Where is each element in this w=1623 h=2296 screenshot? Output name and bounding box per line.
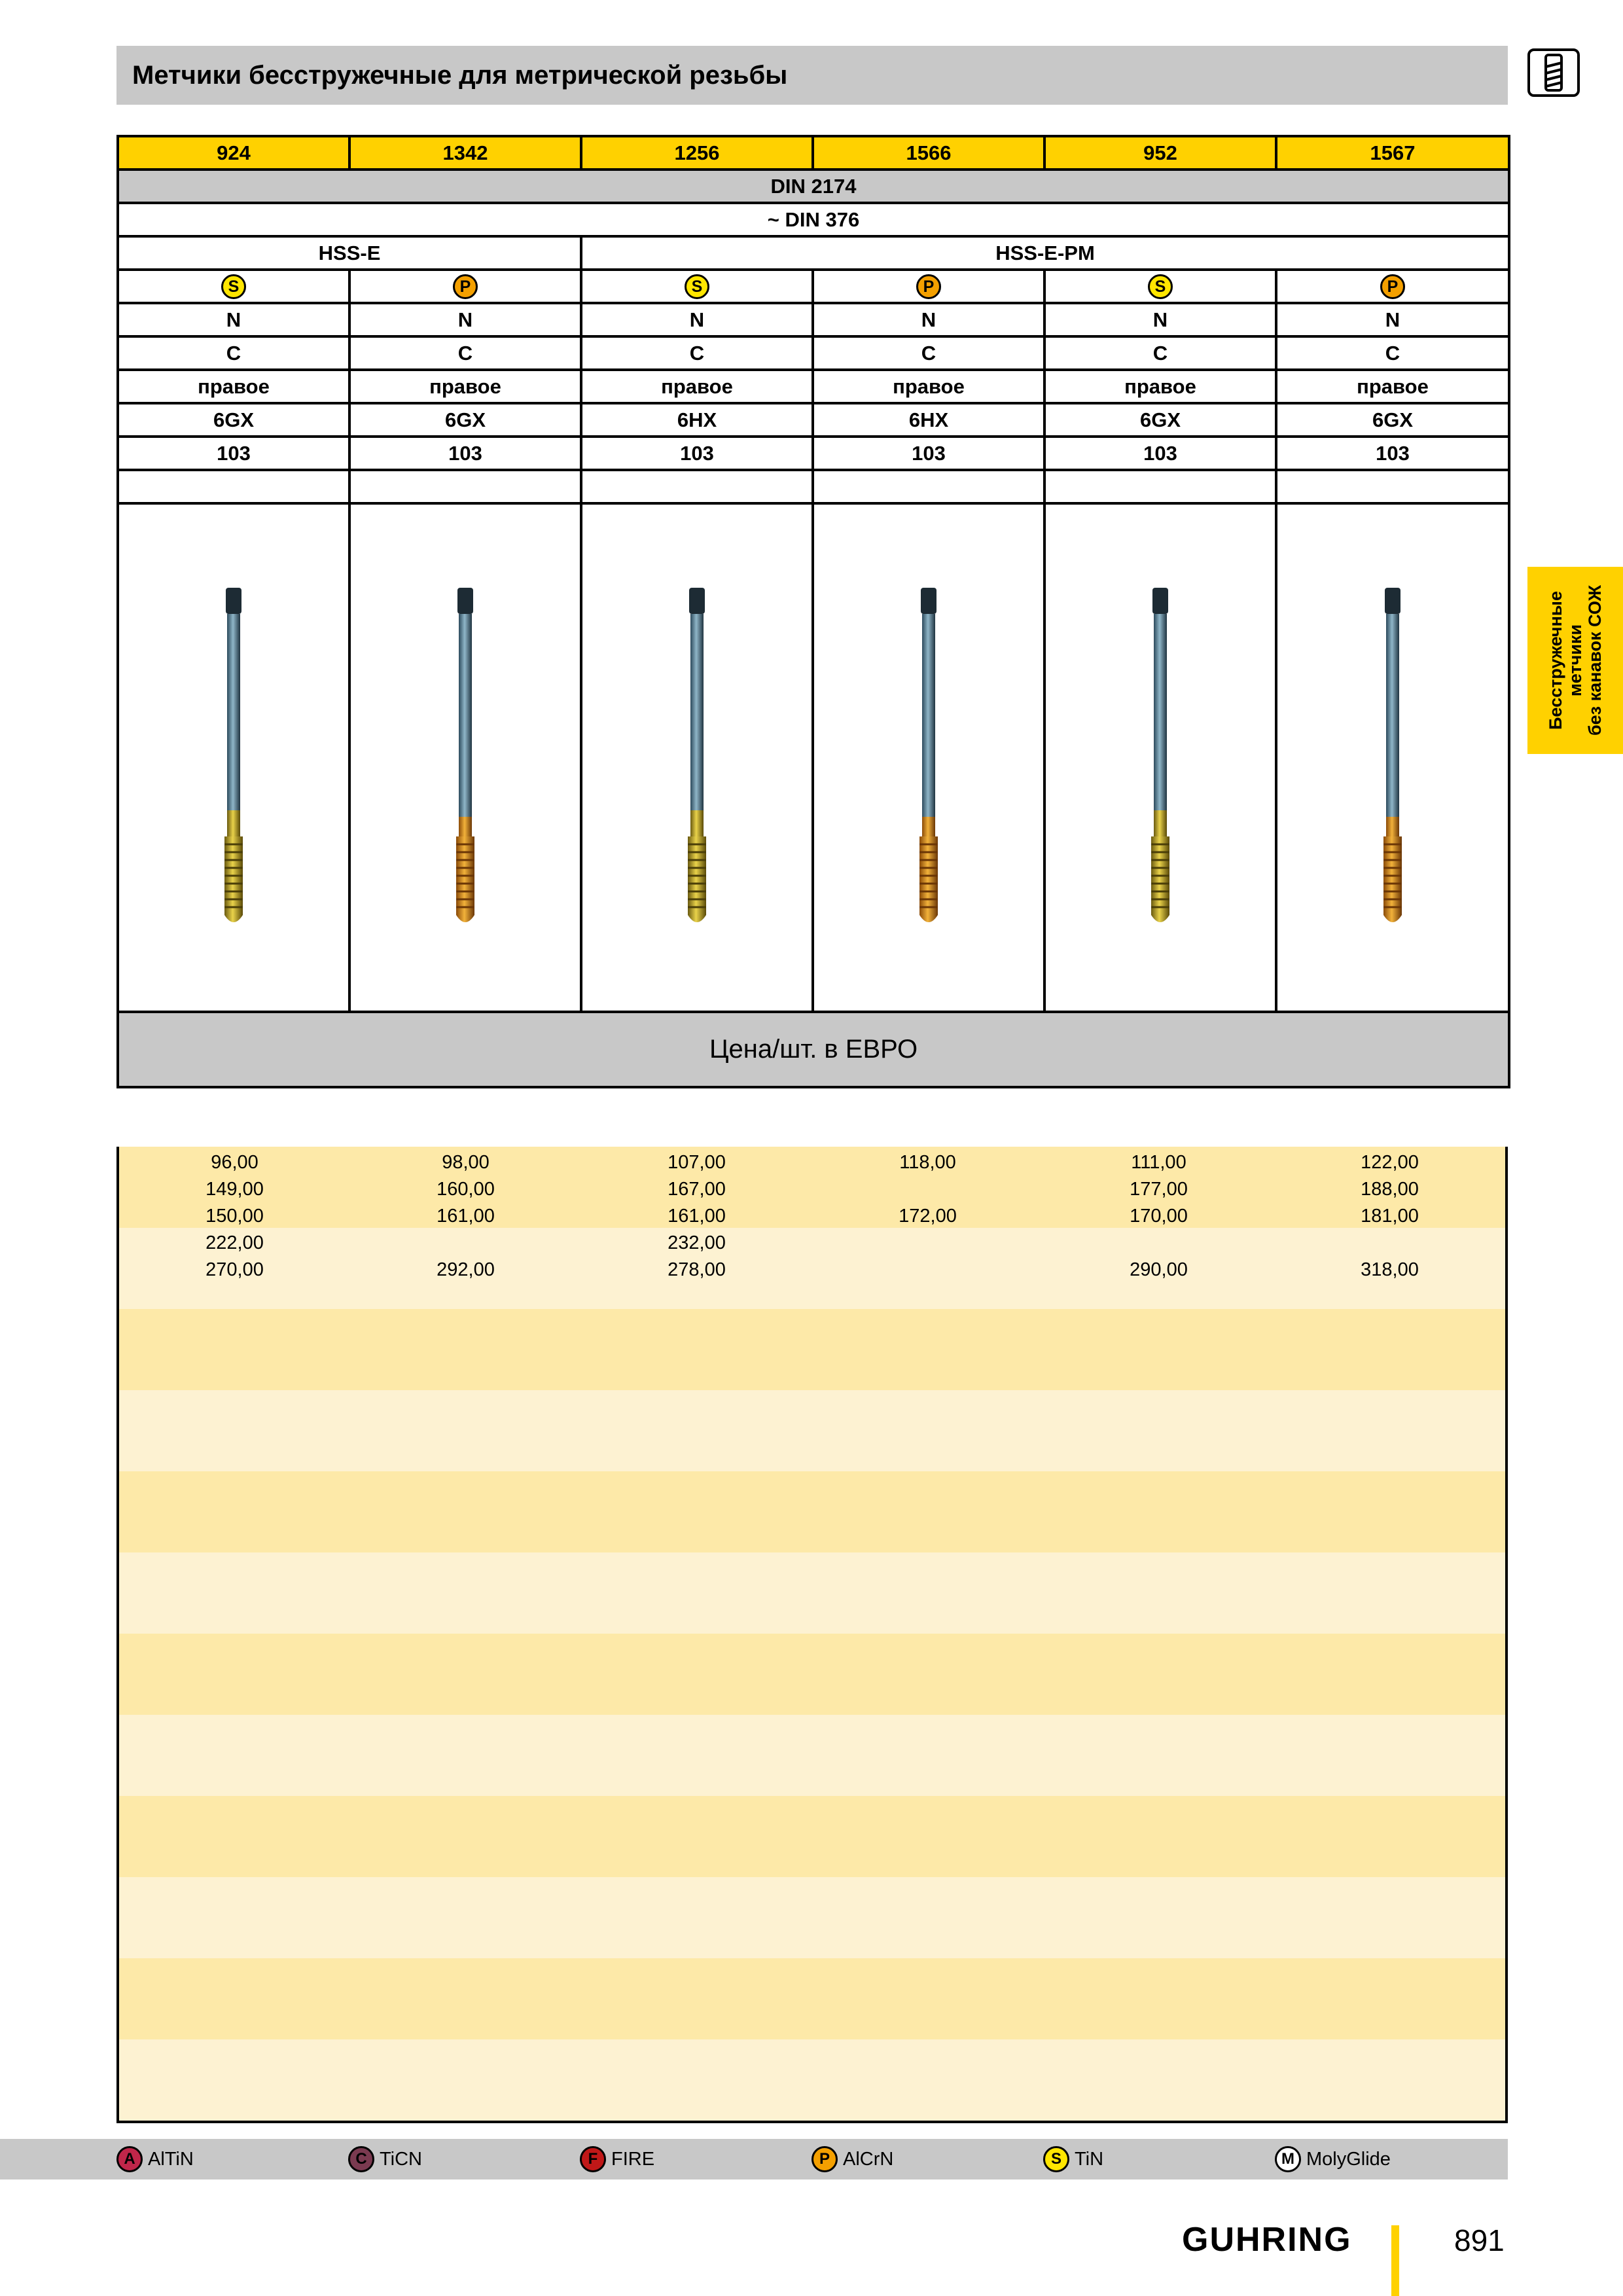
number-row <box>118 437 1509 470</box>
cell: N <box>581 303 813 336</box>
coating-alcrn-icon: P <box>1380 274 1405 299</box>
standard-row <box>118 170 1509 203</box>
price-cell: 232,00 <box>668 1232 726 1253</box>
price-header-row <box>118 1012 1509 1087</box>
cell <box>813 470 1044 503</box>
price-cell: 160,00 <box>437 1179 495 1200</box>
page-number: 891 <box>1454 2223 1505 2257</box>
cell <box>1044 470 1276 503</box>
price-row <box>119 1203 1505 1230</box>
section-side-tab <box>1527 567 1623 754</box>
legend-label: FIRE <box>611 2148 655 2170</box>
product-table <box>116 135 1510 1088</box>
price-row <box>119 1149 1505 1176</box>
tap-tool-image <box>214 588 253 928</box>
side-tab-line: Бесстружечные <box>1546 591 1565 730</box>
cell: N <box>1044 303 1276 336</box>
product-code: 924 <box>118 136 349 170</box>
tap-tool-image <box>1373 588 1412 928</box>
price-cell: 181,00 <box>1361 1206 1419 1227</box>
price-cell: 292,00 <box>437 1259 495 1280</box>
coating-row <box>118 270 1509 303</box>
price-cell: 188,00 <box>1361 1179 1419 1200</box>
standard-approx: ~ DIN 376 <box>118 203 1509 236</box>
cell: N <box>349 303 581 336</box>
empty-row <box>118 470 1509 503</box>
c-row <box>118 336 1509 370</box>
standard-approx-row <box>118 203 1509 236</box>
row-band <box>119 2039 1505 2121</box>
product-code: 1566 <box>813 136 1044 170</box>
brand-logo: GUHRING <box>1182 2221 1352 2259</box>
tap-tool-image <box>677 588 717 928</box>
cell: 6GX <box>1276 403 1509 437</box>
price-cell <box>350 1230 581 1257</box>
price-cell: 122,00 <box>1361 1152 1419 1173</box>
molyglide-icon: M <box>1275 2146 1301 2172</box>
price-cell: 107,00 <box>668 1152 726 1173</box>
product-code: 952 <box>1044 136 1276 170</box>
product-code: 1256 <box>581 136 813 170</box>
cell: 6GX <box>1044 403 1276 437</box>
product-code: 1567 <box>1276 136 1509 170</box>
standard: DIN 2174 <box>118 170 1509 203</box>
cell: 6GX <box>118 403 349 437</box>
price-cell: 170,00 <box>1130 1206 1188 1227</box>
price-cell: 111,00 <box>1131 1152 1186 1173</box>
coating-alcrn-icon: P <box>453 274 478 299</box>
tap-tool-image <box>1141 588 1180 928</box>
row-band <box>119 1715 1505 1796</box>
legend-label: AlCrN <box>843 2148 894 2170</box>
cell: N <box>813 303 1044 336</box>
material-row <box>118 236 1509 270</box>
legend-item <box>580 2139 654 2179</box>
price-cell: 177,00 <box>1130 1179 1188 1200</box>
cell: правое <box>581 370 813 403</box>
price-cell: 161,00 <box>437 1206 495 1227</box>
price-cell: 278,00 <box>668 1259 726 1280</box>
price-row <box>119 1176 1505 1203</box>
price-cell <box>1043 1230 1274 1257</box>
product-code: 1342 <box>349 136 581 170</box>
tap-tool-image <box>909 588 948 928</box>
coating-tin-icon: S <box>1148 274 1173 299</box>
legend-item <box>348 2139 422 2179</box>
price-cell: 150,00 <box>205 1206 264 1227</box>
cell: правое <box>118 370 349 403</box>
price-cell: 172,00 <box>899 1206 957 1227</box>
tap-image-cell <box>1276 503 1509 1012</box>
n-row <box>118 303 1509 336</box>
price-cell: 149,00 <box>205 1179 264 1200</box>
price-cell: 270,00 <box>205 1259 264 1280</box>
cell: 103 <box>1276 437 1509 470</box>
tap-tool-image <box>446 588 485 928</box>
tolerance-row <box>118 403 1509 437</box>
legend-label: AlTiN <box>148 2148 194 2170</box>
price-cell: 96,00 <box>211 1152 259 1173</box>
row-band <box>119 1634 1505 1715</box>
cell: 6HX <box>813 403 1044 437</box>
cell: C <box>118 336 349 370</box>
page-title-bar <box>116 46 1508 105</box>
cell <box>1276 470 1509 503</box>
price-area <box>116 1147 1508 2123</box>
row-band <box>119 1877 1505 1958</box>
legend-label: MolyGlide <box>1306 2148 1391 2170</box>
row-band <box>119 1552 1505 1634</box>
legend-item <box>1043 2139 1103 2179</box>
price-cell <box>812 1257 1043 1283</box>
legend-item <box>812 2139 893 2179</box>
image-row <box>118 503 1509 1012</box>
price-cell: 318,00 <box>1361 1259 1419 1280</box>
cell: 103 <box>1044 437 1276 470</box>
tap-image-cell <box>813 503 1044 1012</box>
cell: C <box>1044 336 1276 370</box>
row-band <box>119 1309 1505 1390</box>
cell: правое <box>813 370 1044 403</box>
side-tab-line: метчики <box>1565 624 1585 697</box>
tap-image-cell <box>118 503 349 1012</box>
price-cell <box>812 1230 1043 1257</box>
row-band <box>119 1796 1505 1877</box>
tap-image-cell <box>1044 503 1276 1012</box>
cell <box>349 470 581 503</box>
cell: C <box>581 336 813 370</box>
cell: правое <box>349 370 581 403</box>
cell: правое <box>1044 370 1276 403</box>
tap-image-cell <box>581 503 813 1012</box>
fire-icon: F <box>580 2146 606 2172</box>
cell: C <box>349 336 581 370</box>
cell: C <box>813 336 1044 370</box>
cell: N <box>118 303 349 336</box>
price-cell: 98,00 <box>442 1152 490 1173</box>
row-band <box>119 1390 1505 1471</box>
legend-label: TiCN <box>380 2148 422 2170</box>
cell: 103 <box>581 437 813 470</box>
legend-item <box>116 2139 194 2179</box>
side-tab-line: без канавок СОЖ <box>1585 584 1605 736</box>
cell <box>581 470 813 503</box>
cell: C <box>1276 336 1509 370</box>
price-cell: 167,00 <box>668 1179 726 1200</box>
cell: 103 <box>118 437 349 470</box>
product-code-row <box>118 136 1509 170</box>
row-band <box>119 1958 1505 2039</box>
tap-image-cell <box>349 503 581 1012</box>
price-row <box>119 1230 1505 1257</box>
coating-legend <box>0 2139 1508 2179</box>
price-cell: 161,00 <box>668 1206 726 1227</box>
price-cell: 290,00 <box>1130 1259 1188 1280</box>
material-left: HSS-E <box>118 236 581 270</box>
legend-item <box>1275 2139 1391 2179</box>
cell: 103 <box>813 437 1044 470</box>
page-title: Метчики бесстружечные для метрической резьбы <box>132 60 788 90</box>
legend-label: TiN <box>1075 2148 1104 2170</box>
cell: N <box>1276 303 1509 336</box>
coating-alcrn-icon: P <box>916 274 941 299</box>
ticn-icon: C <box>348 2146 374 2172</box>
coating-tin-icon: S <box>685 274 709 299</box>
price-cell <box>1274 1230 1505 1257</box>
cell: правое <box>1276 370 1509 403</box>
row-band <box>119 1471 1505 1552</box>
cell: 6GX <box>349 403 581 437</box>
altin-icon: A <box>116 2146 143 2172</box>
cell: 103 <box>349 437 581 470</box>
price-cell <box>812 1176 1043 1203</box>
tap-icon <box>1525 43 1582 101</box>
footer-divider <box>1391 2225 1399 2296</box>
price-cell: 222,00 <box>205 1232 264 1253</box>
cell <box>118 470 349 503</box>
material-right: HSS-E-PM <box>581 236 1509 270</box>
price-row <box>119 1257 1505 1283</box>
price-header: Цена/шт. в ЕВРО <box>118 1012 1509 1087</box>
cell: 6HX <box>581 403 813 437</box>
direction-row <box>118 370 1509 403</box>
alcrn-icon: P <box>812 2146 838 2172</box>
coating-tin-icon: S <box>221 274 246 299</box>
price-cell: 118,00 <box>899 1152 956 1173</box>
tin-icon: S <box>1043 2146 1069 2172</box>
